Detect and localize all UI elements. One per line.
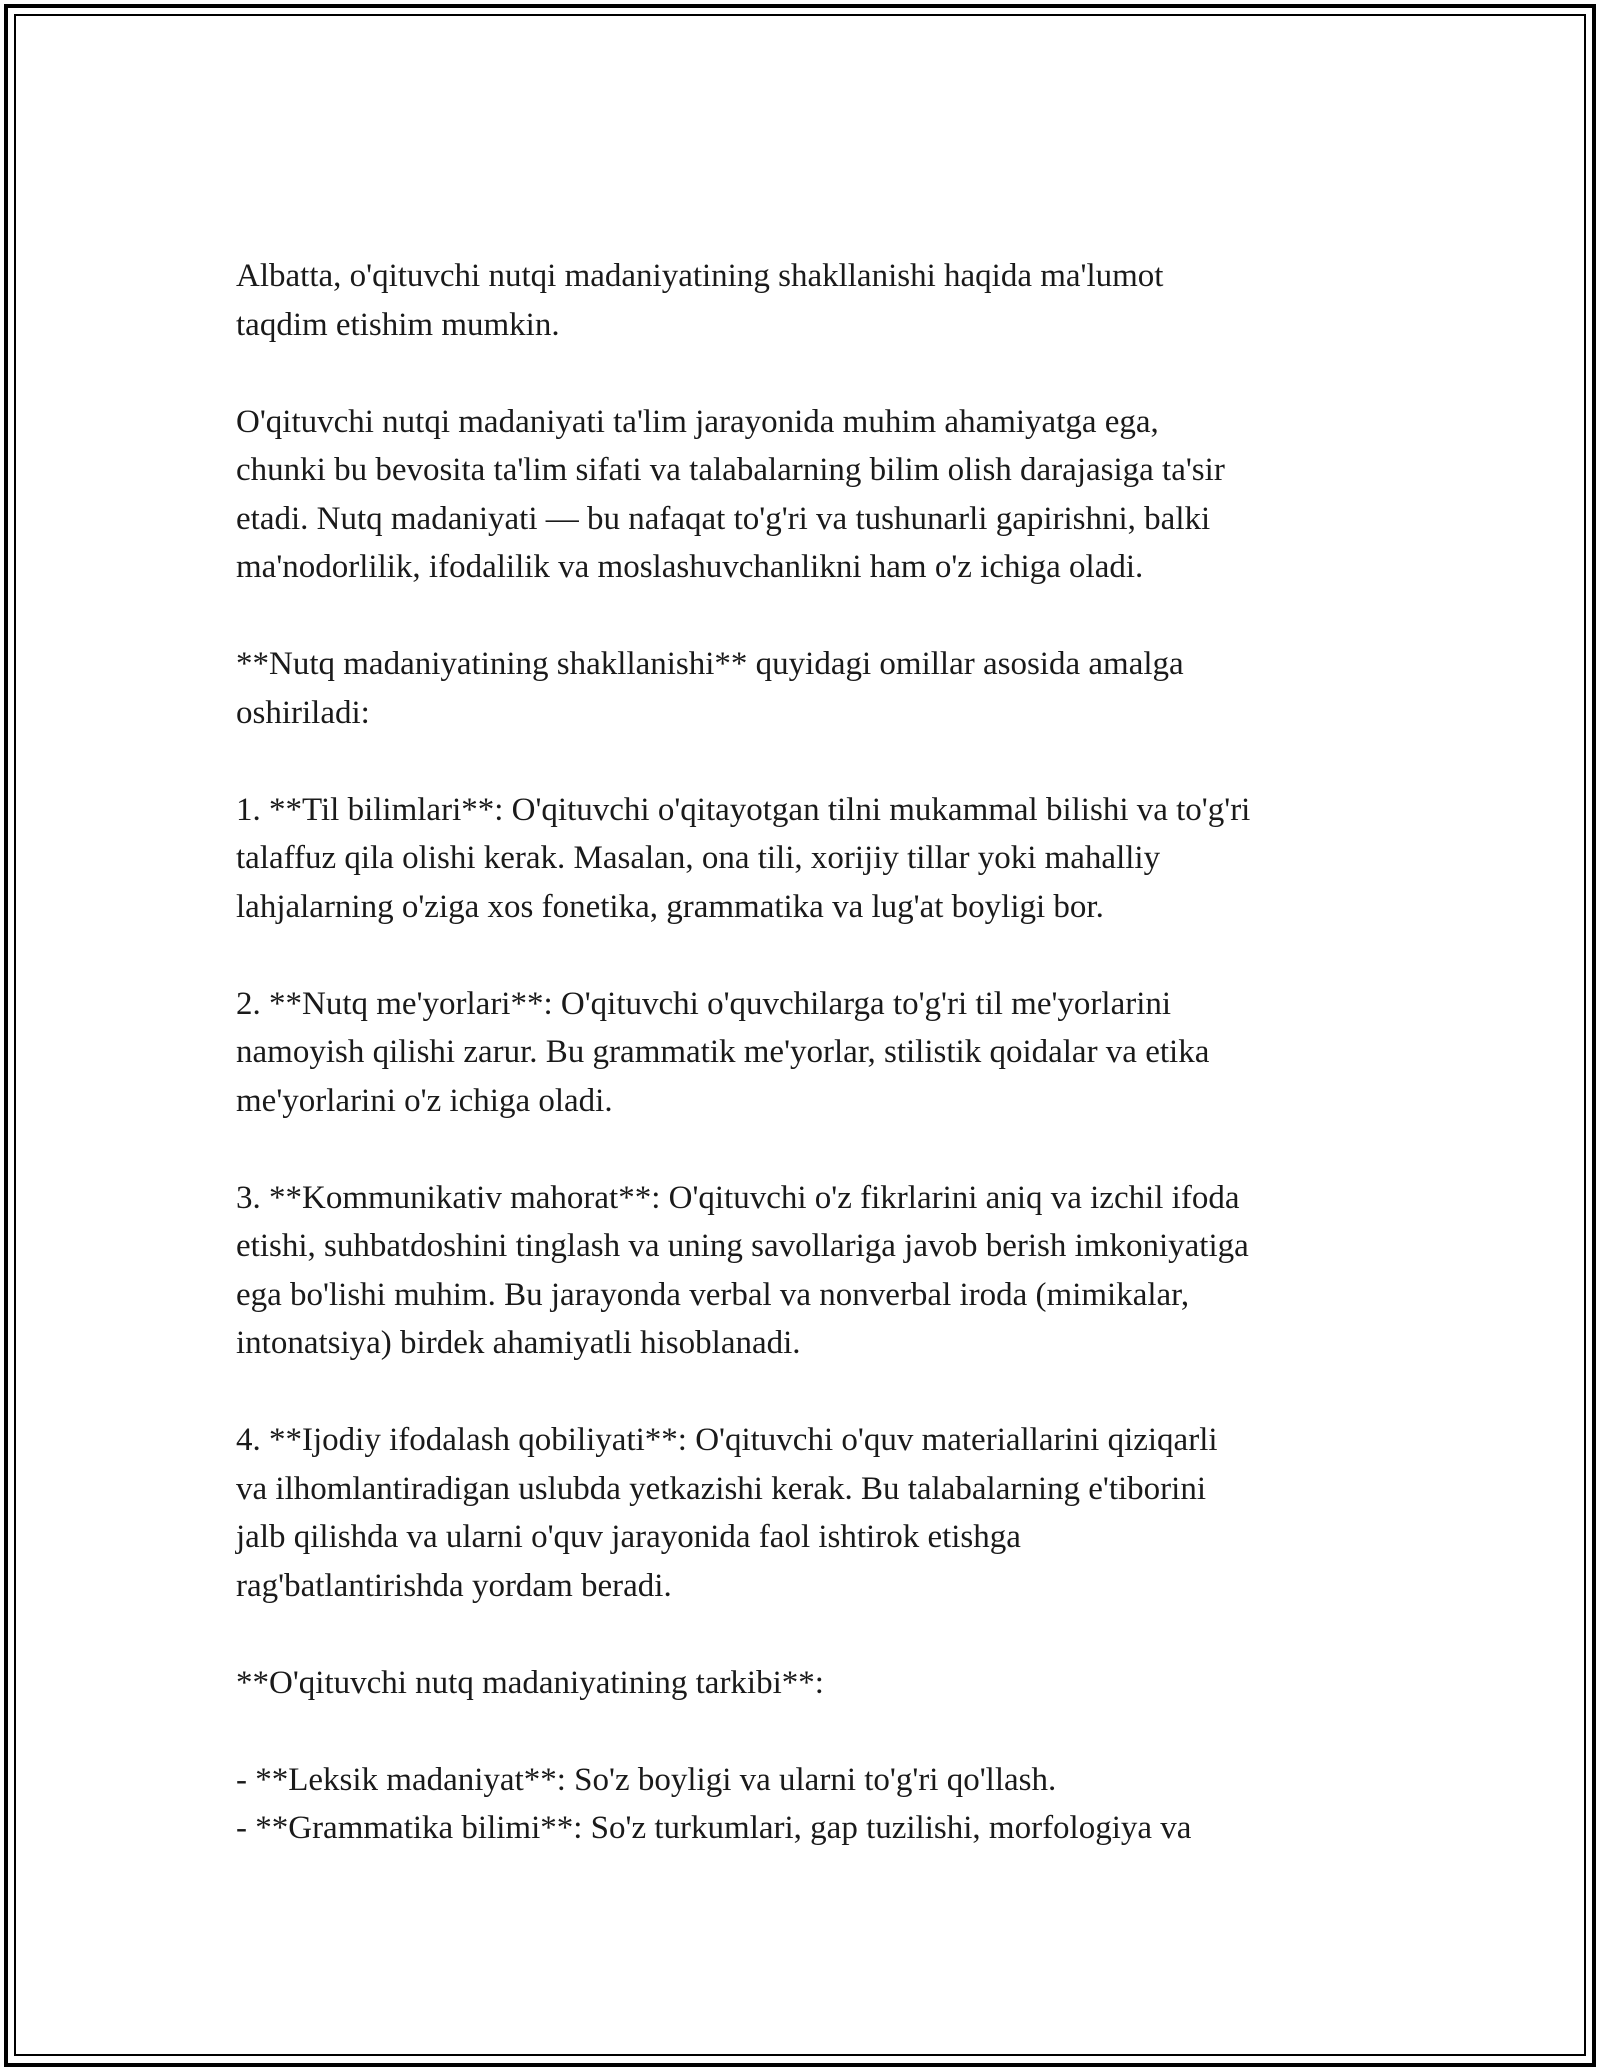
list-item-til-bilimlari: 1. **Til bilimlari**: O'qituvchi o'qitayotgan tilni mukammal bilishi va to'g'ri talaffuz qila olishi kerak. Masalan, ona tili, xorijiy tillar yoki mahalliy lahjalarning o'ziga xos fonetika, grammatika va lug'at boyligi bor. — [236, 791, 1251, 925]
paragraph-composition-heading: **O'qituvchi nutq madaniyatining tarkibi**: — [236, 1664, 824, 1701]
bullet-item-leksik-madaniyat: - **Leksik madaniyat**: So'z boyligi va ularni to'g'ri qo'llash. — [236, 1761, 1057, 1798]
paragraph-importance: O'qituvchi nutqi madaniyati ta'lim jarayonida muhim ahamiyatga ega, chunki bu bevosita ta'lim sifati va talabalarning bilim olish darajasiga ta'sir etadi. Nutq madaniyati — bu nafaqat to'g'ri va tushunarli gapirishni, balki ma'nodorlilik, ifodalilik va moslashuvchanlikni ham o'z ichiga oladi. — [236, 403, 1225, 585]
document-body — [236, 252, 1416, 1853]
paragraph-formation-heading: **Nutq madaniyatining shakllanishi** quyidagi omillar asosida amalga oshiriladi: — [236, 646, 1184, 731]
bullet-item-grammatika-bilimi: - **Grammatika bilimi**: So'z turkumlari, gap tuzilishi, morfologiya va — [236, 1810, 1192, 1846]
list-item-ijodiy-ifodalash: 4. **Ijodiy ifodalash qobiliyati**: O'qituvchi o'quv materiallarini qiziqarli va ilhomlantiradigan uslubda yetkazishi kerak. Bu talabalarning e'tiborini jalb qilishda va ularni o'quv jarayonida faol ishtirok etishga rag'batlantirishda yordam beradi. — [236, 1422, 1218, 1604]
list-item-kommunikativ-mahorat: 3. **Kommunikativ mahorat**: O'qituvchi o'z fikrlarini aniq va izchil ifoda etishi, suhbatdoshini tinglash va uning savollariga javob berish imkoniyatiga ega bo'lishi muhim. Bu jarayonda verbal va nonverbal iroda (mimikalar, intonatsiya) birdek ahamiyatli hisoblanadi. — [236, 1179, 1249, 1361]
list-item-nutq-meyorlari: 2. **Nutq me'yorlari**: O'qituvchi o'quvchilarga to'g'ri til me'yorlarini namoyish qilishi zarur. Bu grammatik me'yorlar, stilistik qoidalar va etika me'yorlarini o'z ichiga oladi. — [236, 985, 1210, 1119]
paragraph-intro: Albatta, o'qituvchi nutqi madaniyatining shakllanishi haqida ma'lumot taqdim etishim mumkin. — [236, 258, 1164, 343]
